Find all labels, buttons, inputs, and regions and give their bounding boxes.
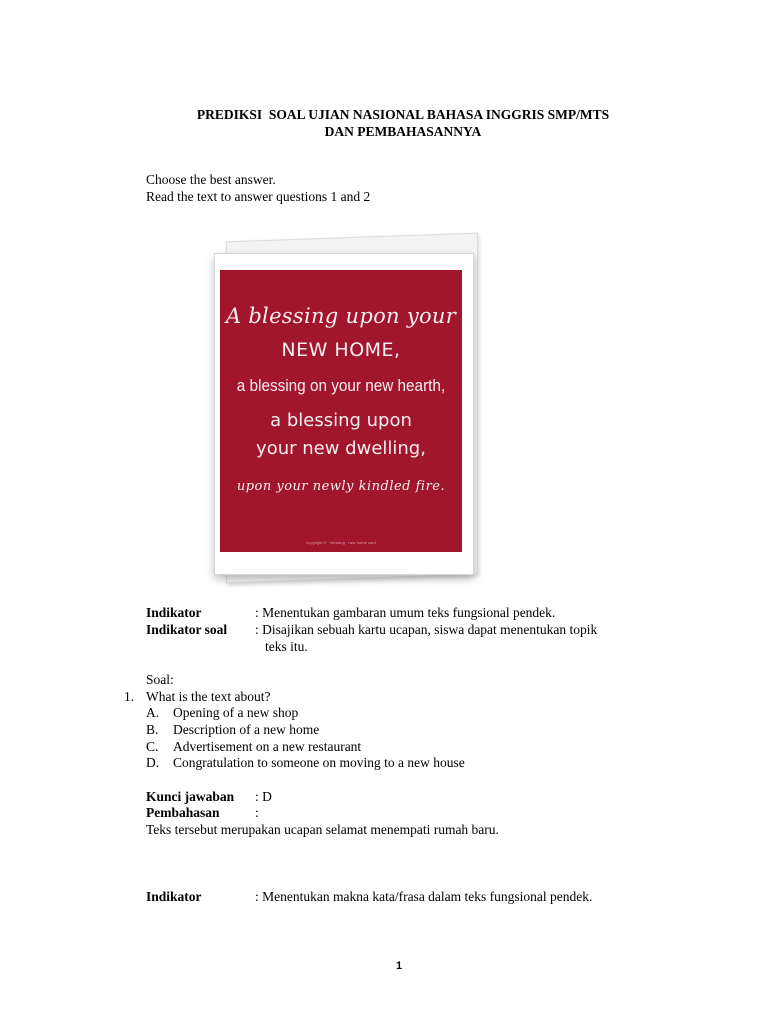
option-d-letter: D.: [146, 755, 160, 770]
instruction-choose: Choose the best answer.: [146, 172, 276, 187]
indikator-2-label: Indikator: [146, 889, 202, 904]
indikator-soal-value: : Disajikan sebuah kartu ucapan, siswa dapat menentukan topik: [255, 622, 598, 637]
card-footer-text: copyright © · blessing · new home card: [306, 540, 376, 545]
card-front-panel: [214, 253, 474, 575]
indikator-soal-value-cont: teks itu.: [265, 639, 308, 654]
pembahasan-text: Teks tersebut merupakan ucapan selamat menempati rumah baru.: [146, 822, 499, 837]
option-b-text: Description of a new home: [173, 722, 320, 737]
page-number: 1: [396, 960, 403, 972]
indikator-soal-label: Indikator soal: [146, 622, 228, 637]
instruction-read: Read the text to answer questions 1 and 2: [146, 189, 371, 204]
option-a-text: Opening of a new shop: [173, 705, 299, 720]
card-line-3: a blessing on your new hearth,: [236, 376, 446, 395]
option-a-letter: A.: [146, 705, 160, 720]
option-b-letter: B.: [146, 722, 159, 737]
title-line-2: DAN PEMBAHASANNYA: [324, 124, 482, 139]
question-text: What is the text about?: [146, 689, 271, 704]
greeting-card-image: [206, 237, 482, 582]
indikator-2-value: : Menentukan makna kata/frasa dalam teks fungsional pendek.: [255, 889, 593, 904]
question-number: 1.: [124, 689, 135, 704]
option-d-text: Congratulation to someone on moving to a new house: [173, 755, 465, 770]
indikator-value: : Menentukan gambaran umum teks fungsional pendek.: [255, 605, 556, 620]
card-line-4: a blessing upon: [270, 410, 412, 431]
kunci-jawaban-label: Kunci jawaban: [146, 789, 235, 804]
card-line-6: upon your newly kindled fire.: [236, 479, 446, 494]
card-line-2: NEW HOME,: [281, 339, 401, 361]
kunci-jawaban-value: : D: [255, 789, 272, 804]
option-c-letter: C.: [146, 739, 159, 754]
card-line-5: your new dwelling,: [256, 438, 426, 459]
option-c-text: Advertisement on a new restaurant: [173, 739, 362, 754]
pembahasan-colon: :: [255, 805, 259, 820]
indikator-label: Indikator: [146, 605, 202, 620]
soal-label: Soal:: [146, 672, 174, 687]
title-line-1: PREDIKSI SOAL UJIAN NASIONAL BAHASA INGGRIS SMP/MTS: [196, 107, 610, 122]
pembahasan-label: Pembahasan: [146, 805, 220, 820]
card-red-panel: [220, 270, 462, 552]
document-title: [0, 106, 768, 140]
card-line-1: A blessing upon your: [225, 304, 457, 328]
